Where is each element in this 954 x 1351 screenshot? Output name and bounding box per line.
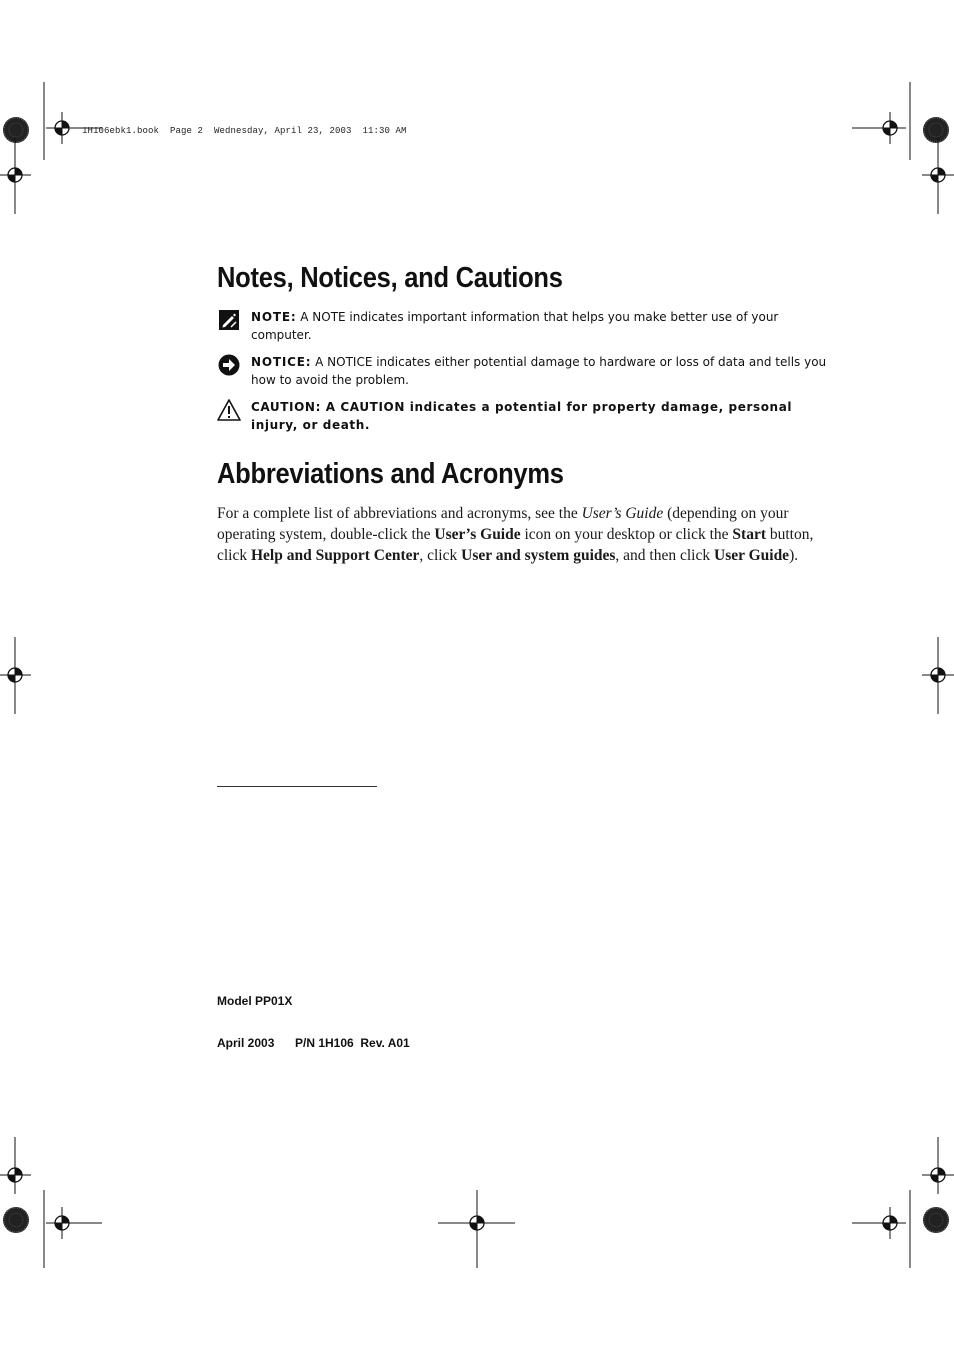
note-label: NOTE: (251, 310, 297, 324)
para-text: (depending on your operating system, double-click the (217, 505, 789, 543)
arrow-notice-icon (217, 353, 241, 377)
part-number: P/N 1H106 Rev. A01 (295, 1036, 410, 1050)
note-block (217, 308, 827, 344)
abbreviations-paragraph (217, 503, 827, 566)
para-text: ). (789, 547, 799, 564)
notice-text (251, 353, 827, 389)
para-text: For a complete list of abbreviations and acronyms, see the (217, 505, 582, 522)
help-center-name: Help and Support Center (251, 547, 420, 564)
print-slug: 1H106ebk1.book Page 2 Wednesday, April 23, 2003 11:30 AM (82, 126, 407, 136)
note-text (251, 308, 827, 344)
footnote-rule (217, 786, 377, 787)
section-title-notes: Notes, Notices, and Cautions (217, 262, 563, 294)
caution-text: CAUTION: A CAUTION indicates a potential for property damage, personal injury, or death. (251, 400, 793, 432)
para-text: button, click (217, 526, 814, 564)
user-guide-name: User Guide (714, 547, 790, 564)
pencil-note-icon (217, 308, 241, 332)
model-number: Model PP01X (217, 994, 293, 1008)
publication-date: April 2003 (217, 1036, 275, 1050)
notice-body: A NOTICE indicates either potential damage to hardware or loss of data and tells you how to avoid the problem. (251, 355, 827, 387)
notice-label: NOTICE: (251, 355, 312, 369)
notice-block (217, 353, 827, 389)
section-title-abbreviations: Abbreviations and Acronyms (217, 458, 564, 490)
para-text: icon on your desktop or click the (520, 526, 733, 543)
para-text: , click (419, 547, 462, 564)
caution-block (217, 398, 827, 434)
users-guide-icon-name: User’s Guide (434, 526, 521, 543)
users-guide-title: User’s Guide (581, 505, 664, 522)
para-text: , and then click (615, 547, 714, 564)
warning-triangle-icon (217, 398, 241, 422)
user-guides-name: User and system guides (461, 547, 616, 564)
note-body: A NOTE indicates important information that helps you make better use of your computer. (251, 310, 779, 342)
start-button-name: Start (732, 526, 766, 543)
